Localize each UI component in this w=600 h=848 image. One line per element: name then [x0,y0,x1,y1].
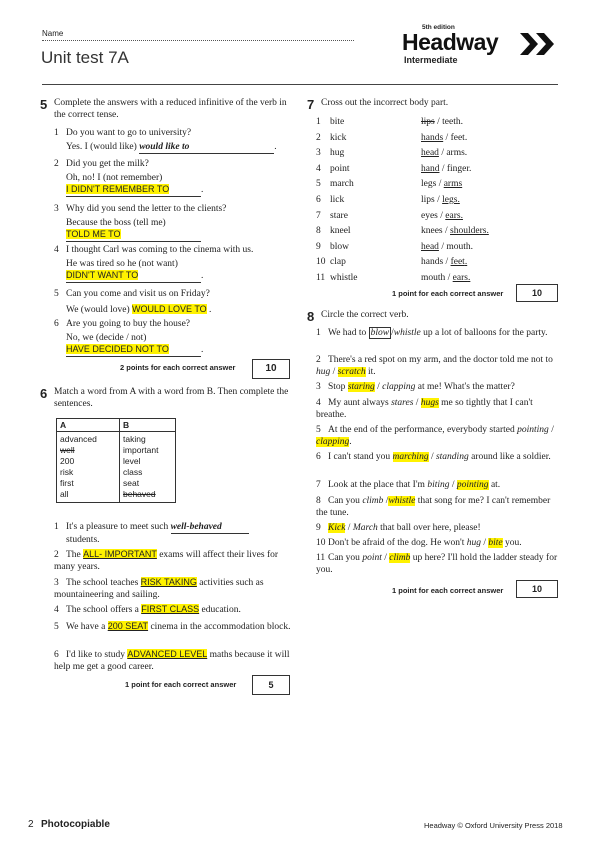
copyright: Headway © Oxford University Press 2018 [424,821,563,830]
q8-item-11: 11 Can you point / climb up here? I'll hold the ladder steady for you. [316,553,558,575]
q7-item-8: 8 kneel knees / shoulders. [316,226,489,237]
name-line [42,40,354,41]
q7-score-label: 1 point for each correct answer [392,289,504,298]
answer: TOLD ME TO [66,229,121,239]
q7-item-4: 4 point hand / finger. [316,163,472,174]
q8-item-4: 4 My aunt always stares / hugs me so tightly that I can't breathe. [316,398,533,420]
q7-item-3: 3 hug head / arms. [316,148,468,159]
q8-item-2: 2 There's a red spot on my arm, and the doctor told me not to hug / scratch it. [316,355,553,377]
q7-item-5: 5 march legs / arms [316,179,463,190]
answer: I DIDN'T REMEMBER TO [66,184,170,194]
q6-item-4: 4 The school offers a FIRST CLASS education. [54,604,241,615]
q8-item-3: 3 Stop staring / clapping at me! What's the matter? [316,382,515,392]
question-number: 5 [40,97,48,112]
column-a: advanced well 200 risk first all [57,432,120,502]
instruction: Cross out the incorrect body part. [321,98,449,108]
column-a-header: A [57,419,120,431]
q8-score-label: 1 point for each correct answer [392,586,504,595]
question-6 [40,386,295,410]
q8-item-10: 10 Don't be afraid of the dog. He won't hug / bite you. [316,538,522,548]
question-number: 7 [307,97,315,112]
logo-edition: 5th edition [422,24,455,31]
q7-item-9: 9 blow head / mouth. [316,241,473,252]
q7-list [316,115,556,287]
question-8 [307,309,562,324]
column-b: taking important level class seat behaved [123,434,159,499]
q8-item-9: 9 Kick / March that ball over here, please! [316,523,481,533]
q5-score-box: 10 [252,359,290,379]
question-7 [307,97,562,112]
name-label: Name [42,29,64,38]
instruction: Circle the correct verb. [321,310,409,320]
q5-item-4: 4 I thought Carl was coming to the cinema with us. He was tired so he (not want) DIDN'T WANT TO . [54,245,254,281]
q7-item-7: 7 stare eyes / ears. [316,210,463,221]
q5-item-1: 1 Do you want to go to university? Yes. I (would like) would like to . [54,128,277,152]
q8-item-6: 6 I can't stand you marching / standing around like a soldier. [316,452,551,462]
q6-item-1: 1 It's a pleasure to meet such well-behaved students. [54,521,294,546]
photocopiable-label: Photocopiable [41,819,110,830]
q6-item-2: 2 The ALL- IMPORTANT exams will affect their lives for many years. [54,549,279,572]
q7-item-11: 11 whistle mouth / ears. [316,272,471,283]
q7-item-2: 2 kick hands / feet. [316,132,468,143]
logo-word: Headway [402,29,499,55]
q5-item-5: 5 Can you come and visit us on Friday? We (would love) WOULD LOVE TO . [54,289,212,315]
question-number: 6 [40,386,48,401]
instruction: Match a word from A with a word from B. Then complete the sentences. [54,387,289,409]
q6-score-box: 5 [252,675,290,695]
question-5 [40,97,295,121]
q5-score-label: 2 points for each correct answer [120,363,236,372]
page-number: 2 [28,819,34,830]
answer: DIDN'T WANT TO [66,270,139,280]
q7-item-6: 6 lick lips / legs. [316,194,460,205]
headway-logo [402,24,562,68]
q5-item-2: 2 Did you get the milk? Oh, no! I (not remember) I DIDN'T REMEMBER TO . [54,159,204,195]
q6-item-5: 5 We have a 200 SEAT cinema in the accommodation block. [54,621,291,632]
instruction: Complete the answers with a reduced infinitive of the verb in the correct tense. [54,98,287,120]
q8-item-7: 7 Look at the place that I'm biting / pointing at. [316,480,501,490]
question-number: 8 [307,309,315,324]
q6-score-label: 1 point for each correct answer [125,680,237,689]
chevron-arrows-icon [520,33,558,55]
header-rule [42,84,558,85]
match-table [56,418,176,503]
column-b-header: B [123,420,130,430]
page-title: Unit test 7A [41,48,129,67]
q8-item-1: 1 We had to blow /whistle up a lot of balloons for the party. [316,328,548,338]
q7-item-10: 10 clap hands / feet. [316,257,468,268]
q7-item-1: 1 bite lips / teeth. [316,117,463,127]
q8-item-8: 8 Can you climb /whistle that song for me? I can't remember the tune. [316,496,551,518]
q8-score-box: 10 [516,580,558,598]
q8-item-5: 5 At the end of the performance, everybody started pointing / clapping. [316,425,554,447]
q6-item-3: 3 The school teaches RISK TAKING activities such as mountaineering and sailing. [54,577,264,600]
q5-item-6: 6 Are you going to buy the house? No, we (decide / not) HAVE DECIDED NOT TO . [54,319,204,355]
answer: HAVE DECIDED NOT TO [66,344,169,354]
q7-score-box: 10 [516,284,558,302]
q6-item-6: 6 I'd like to study ADVANCED LEVEL maths because it will help me get a good career. [54,649,290,672]
logo-level: Intermediate [404,55,458,65]
q5-item-3: 3 Why did you send the letter to the clients? Because the boss (tell me) TOLD ME TO [54,203,294,242]
answer: would like to [139,142,190,152]
answer: WOULD LOVE TO [131,304,207,314]
